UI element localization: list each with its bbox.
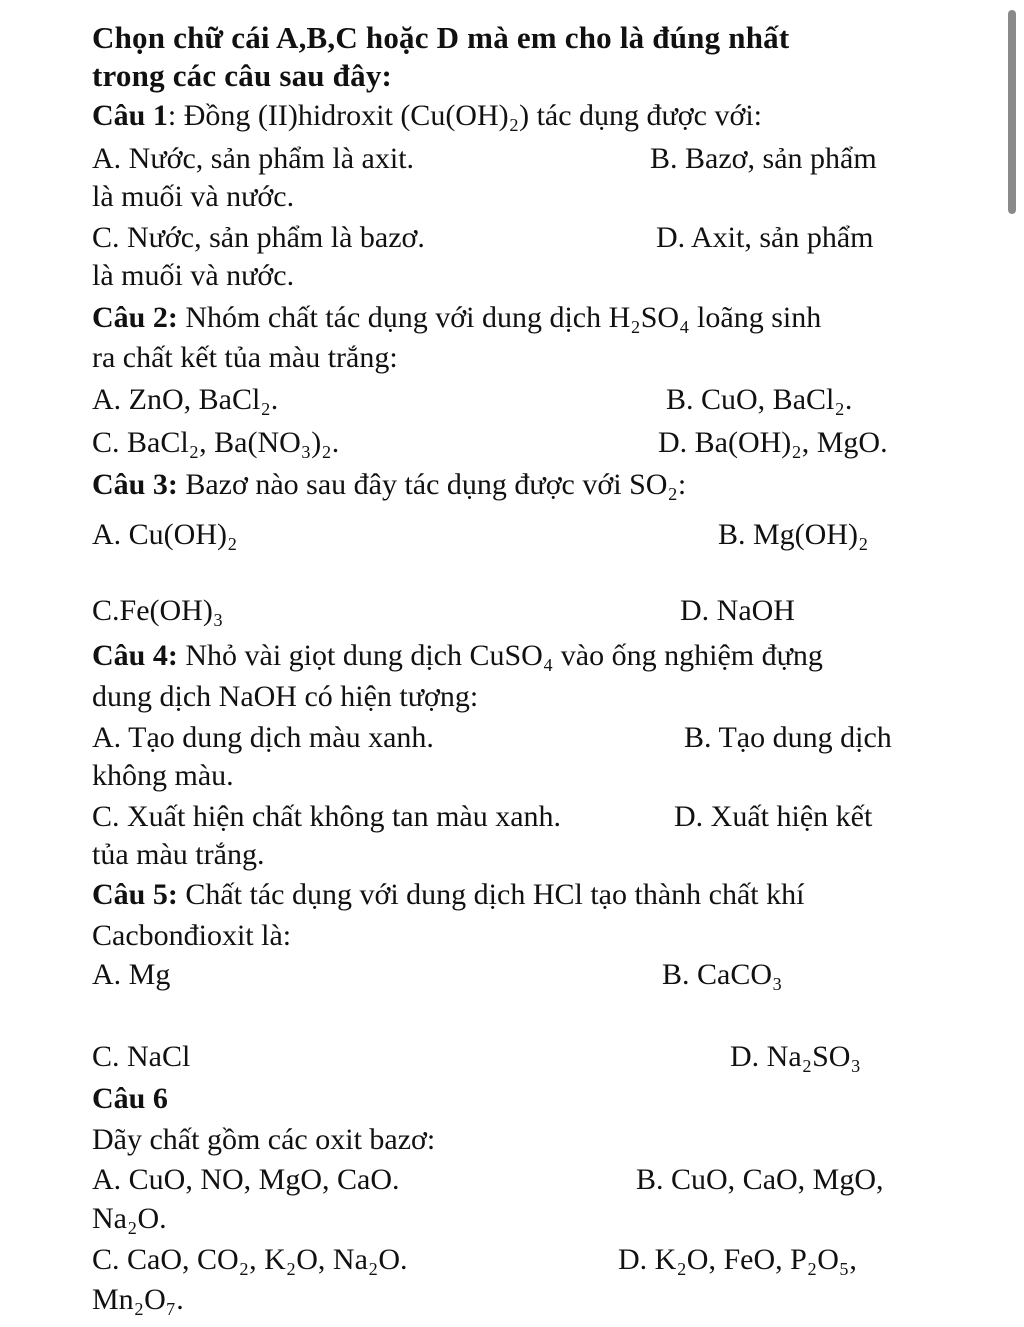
question-2-option-a: A. ZnO, BaCl₂. [92, 383, 279, 416]
question-4-option-c: C. Xuất hiện chất không tan màu xanh. [92, 800, 562, 833]
instruction-line-1: Chọn chữ cái A,B,C hoặc D mà em cho là đúng nhất [92, 20, 790, 55]
question-6-option-b-continued: Na₂O. [92, 1202, 167, 1235]
question-1-option-d-continued: là muối và nước. [92, 259, 295, 292]
question-5-option-d: D. Na₂SO₃ [730, 1040, 861, 1073]
question-6-stem: Dãy chất gồm các oxit bazơ: [92, 1123, 436, 1156]
question-3-stem [92, 465, 686, 505]
question-3-option-b: B. Mg(OH)₂ [718, 518, 869, 551]
question-2-option-b: B. CuO, BaCl₂. [666, 383, 853, 416]
question-4-stem-continued: dung dịch NaOH có hiện tượng: [92, 680, 479, 713]
question-5-text: Chất tác dụng với dung dịch HCl tạo thành chất khí [177, 878, 805, 911]
question-4-option-d: D. Xuất hiện kết [674, 800, 873, 833]
question-3-label: Câu 3: [92, 468, 178, 501]
question-5-stem [92, 875, 804, 915]
question-5-option-a: A. Mg [92, 958, 171, 991]
question-1-option-b: B. Bazơ, sản phẩm [650, 142, 877, 175]
question-1-option-d: D. Axit, sản phẩm [656, 221, 874, 254]
question-1-text: : Đồng (II)hidroxit (Cu(OH)₂) tác dụng được với: [167, 99, 763, 132]
question-5-option-b: B. CaCO₃ [662, 958, 783, 991]
question-2-stem [92, 298, 821, 338]
question-4-option-d-continued: tủa màu trắng. [92, 838, 265, 871]
question-6-label: Câu 6 [92, 1082, 168, 1115]
question-4-text: Nhỏ vài giọt dung dịch CuSO₄ vào ống nghiệm đựng [177, 639, 823, 672]
question-3-option-c: C.Fe(OH)₃ [92, 594, 224, 627]
question-1-option-b-continued: là muối và nước. [92, 180, 295, 213]
question-1-label: Câu 1 [92, 99, 168, 132]
question-5-label: Câu 5: [92, 878, 178, 911]
question-5-option-c: C. NaCl [92, 1040, 191, 1073]
question-4-option-a: A. Tạo dung dịch màu xanh. [92, 721, 434, 754]
vertical-scrollbar[interactable] [1008, 10, 1016, 214]
question-6-option-c: C. CaO, CO₂, K₂O, Na₂O. [92, 1243, 408, 1276]
question-3-option-a: A. Cu(OH)₂ [92, 518, 238, 551]
question-6-option-b: B. CuO, CaO, MgO, [636, 1163, 884, 1196]
question-2-label: Câu 2: [92, 301, 178, 334]
question-5-stem-continued: Cacbonđioxit là: [92, 919, 292, 952]
question-2-stem-continued: ra chất kết tủa màu trắng: [92, 341, 398, 374]
question-2-option-d: D. Ba(OH)₂, MgO. [658, 426, 888, 459]
question-3-option-d: D. NaOH [680, 594, 795, 627]
question-6-option-d: D. K₂O, FeO, P₂O₅, [618, 1243, 857, 1276]
question-1-option-c: C. Nước, sản phẩm là bazơ. [92, 221, 425, 254]
instruction-line-2: trong các câu sau đây: [92, 58, 393, 93]
question-4-stem [92, 636, 823, 676]
question-3-text: Bazơ nào sau đây tác dụng được với SO₂: [177, 468, 687, 501]
question-2-option-c: C. BaCl₂, Ba(NO₃)₂. [92, 426, 340, 459]
question-4-option-b: B. Tạo dung dịch [684, 721, 892, 754]
question-1-option-a: A. Nước, sản phẩm là axit. [92, 142, 415, 175]
question-1-stem [92, 96, 762, 136]
question-6-option-a: A. CuO, NO, MgO, CaO. [92, 1163, 400, 1196]
question-2-text: Nhóm chất tác dụng với dung dịch H₂SO₄ loãng sinh [177, 301, 822, 334]
question-4-option-b-continued: không màu. [92, 759, 234, 792]
question-4-label: Câu 4: [92, 639, 178, 672]
question-6-option-d-continued: Mn₂O₇. [92, 1283, 184, 1316]
